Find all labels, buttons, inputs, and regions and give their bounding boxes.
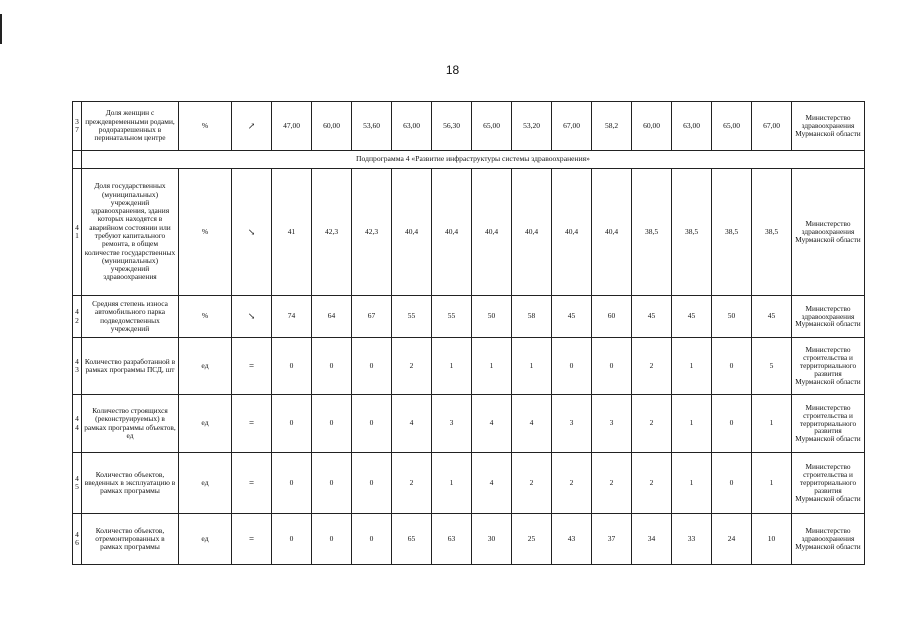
value-cell: 2	[632, 453, 672, 514]
value-cell: 25	[512, 514, 552, 565]
value-cell: 65,00	[712, 102, 752, 151]
value-cell: 40,4	[512, 169, 552, 296]
value-cell: 40,4	[592, 169, 632, 296]
subprogram-title: Подпрограмма 4 «Развитие инфраструктуры системы здравоохранения»	[82, 151, 865, 169]
trend-arrow-icon: ↗	[232, 102, 272, 151]
indicator-name: Количество объектов, отремонтированных в рамках программы	[82, 514, 179, 565]
value-cell: 65	[392, 514, 432, 565]
value-cell: 67,00	[752, 102, 792, 151]
value-cell: 0	[272, 453, 312, 514]
value-cell: 0	[552, 338, 592, 395]
value-cell: 60,00	[632, 102, 672, 151]
value-cell: 1	[752, 453, 792, 514]
page-number: 18	[445, 63, 460, 77]
value-cell: 2	[392, 338, 432, 395]
trend-equal-icon: =	[232, 453, 272, 514]
table-row	[73, 395, 865, 453]
value-cell: 2	[552, 453, 592, 514]
value-cell: 38,5	[712, 169, 752, 296]
value-cell: 4	[512, 395, 552, 453]
value-cell: 63	[432, 514, 472, 565]
value-cell: 3	[592, 395, 632, 453]
value-cell: 3	[552, 395, 592, 453]
responsible-body: Министерство здравоохранения Мурманской области	[792, 514, 865, 565]
subprogram-row	[73, 151, 865, 169]
value-cell: 0	[272, 395, 312, 453]
value-cell: 1	[672, 395, 712, 453]
value-cell: 2	[512, 453, 552, 514]
indicator-name: Количество объектов, введенных в эксплуатацию в рамках программы	[82, 453, 179, 514]
row-number: 3 7	[73, 102, 82, 151]
value-cell: 2	[632, 395, 672, 453]
row-number: 4 3	[73, 338, 82, 395]
value-cell: 0	[352, 514, 392, 565]
value-cell: 33	[672, 514, 712, 565]
value-cell: 64	[312, 296, 352, 338]
responsible-body: Министерство здравоохранения Мурманской области	[792, 169, 865, 296]
value-cell: 4	[472, 453, 512, 514]
value-cell: 2	[392, 453, 432, 514]
value-cell: 37	[592, 514, 632, 565]
value-cell: 41	[272, 169, 312, 296]
empty-cell	[73, 151, 82, 169]
value-cell: 40,4	[472, 169, 512, 296]
value-cell: 0	[272, 338, 312, 395]
value-cell: 1	[672, 338, 712, 395]
value-cell: 53,20	[512, 102, 552, 151]
value-cell: 40,4	[432, 169, 472, 296]
value-cell: 1	[432, 453, 472, 514]
indicator-name: Количество строящихся (реконструируемых) в рамках программы объектов, ед	[82, 395, 179, 453]
value-cell: 38,5	[752, 169, 792, 296]
table-row	[73, 338, 865, 395]
table-row	[73, 453, 865, 514]
responsible-body: Министерство здравоохранения Мурманской области	[792, 296, 865, 338]
value-cell: 0	[312, 338, 352, 395]
unit-cell: %	[179, 169, 232, 296]
value-cell: 47,00	[272, 102, 312, 151]
value-cell: 40,4	[392, 169, 432, 296]
value-cell: 55	[432, 296, 472, 338]
value-cell: 2	[632, 338, 672, 395]
value-cell: 58	[512, 296, 552, 338]
value-cell: 1	[672, 453, 712, 514]
unit-cell: %	[179, 296, 232, 338]
value-cell: 34	[632, 514, 672, 565]
indicator-name: Доля государственных (муниципальных) учреждений здравоохранения, здания которых находятся в аварийном состоянии или требуют капитального ремонта, в общем количестве государственных (муниципальных) учреждений здравоохранения	[82, 169, 179, 296]
row-number: 4 6	[73, 514, 82, 565]
value-cell: 74	[272, 296, 312, 338]
value-cell: 43	[552, 514, 592, 565]
scan-edge-mark	[0, 14, 2, 44]
value-cell: 0	[352, 395, 392, 453]
trend-equal-icon: =	[232, 514, 272, 565]
value-cell: 0	[712, 395, 752, 453]
row-number: 4 2	[73, 296, 82, 338]
value-cell: 24	[712, 514, 752, 565]
row-number: 4 1	[73, 169, 82, 296]
table-row	[73, 102, 865, 151]
responsible-body: Министерство строительства и территориального развития Мурманской области	[792, 338, 865, 395]
value-cell: 58,2	[592, 102, 632, 151]
trend-equal-icon: =	[232, 395, 272, 453]
value-cell: 45	[552, 296, 592, 338]
table-row	[73, 296, 865, 338]
responsible-body: Министерство строительства и территориального развития Мурманской области	[792, 395, 865, 453]
unit-cell: ед	[179, 514, 232, 565]
value-cell: 60	[592, 296, 632, 338]
value-cell: 63,00	[392, 102, 432, 151]
value-cell: 0	[592, 338, 632, 395]
value-cell: 67,00	[552, 102, 592, 151]
unit-cell: ед	[179, 395, 232, 453]
value-cell: 30	[472, 514, 512, 565]
value-cell: 38,5	[632, 169, 672, 296]
value-cell: 0	[712, 453, 752, 514]
responsible-body: Министерство строительства и территориального развития Мурманской области	[792, 453, 865, 514]
trend-arrow-icon: ↘	[232, 169, 272, 296]
value-cell: 3	[432, 395, 472, 453]
value-cell: 1	[472, 338, 512, 395]
table-row	[73, 169, 865, 296]
value-cell: 50	[472, 296, 512, 338]
value-cell: 42,3	[312, 169, 352, 296]
value-cell: 45	[752, 296, 792, 338]
table-row	[73, 514, 865, 565]
row-number: 4 5	[73, 453, 82, 514]
value-cell: 5	[752, 338, 792, 395]
indicator-name: Средняя степень износа автомобильного парка подведомственных учреждений	[82, 296, 179, 338]
value-cell: 60,00	[312, 102, 352, 151]
indicators-table	[72, 101, 865, 565]
value-cell: 42,3	[352, 169, 392, 296]
value-cell: 55	[392, 296, 432, 338]
value-cell: 1	[432, 338, 472, 395]
value-cell: 0	[312, 395, 352, 453]
indicator-name: Доля женщин с преждевременными родами, родоразрешенных в перинатальном центре	[82, 102, 179, 151]
trend-equal-icon: =	[232, 338, 272, 395]
value-cell: 1	[512, 338, 552, 395]
trend-arrow-icon: ↘	[232, 296, 272, 338]
value-cell: 45	[672, 296, 712, 338]
value-cell: 38,5	[672, 169, 712, 296]
unit-cell: ед	[179, 338, 232, 395]
value-cell: 4	[472, 395, 512, 453]
row-number: 4 4	[73, 395, 82, 453]
value-cell: 65,00	[472, 102, 512, 151]
value-cell: 0	[312, 453, 352, 514]
value-cell: 45	[632, 296, 672, 338]
unit-cell: ед	[179, 453, 232, 514]
value-cell: 53,60	[352, 102, 392, 151]
value-cell: 67	[352, 296, 392, 338]
value-cell: 63,00	[672, 102, 712, 151]
value-cell: 1	[752, 395, 792, 453]
value-cell: 40,4	[552, 169, 592, 296]
value-cell: 0	[352, 338, 392, 395]
value-cell: 0	[712, 338, 752, 395]
value-cell: 0	[352, 453, 392, 514]
unit-cell: %	[179, 102, 232, 151]
value-cell: 0	[312, 514, 352, 565]
value-cell: 0	[272, 514, 312, 565]
responsible-body: Министерство здравоохранения Мурманской области	[792, 102, 865, 151]
indicator-name: Количество разработанной в рамках программы ПСД, шт	[82, 338, 179, 395]
value-cell: 56,30	[432, 102, 472, 151]
value-cell: 4	[392, 395, 432, 453]
value-cell: 2	[592, 453, 632, 514]
value-cell: 10	[752, 514, 792, 565]
value-cell: 50	[712, 296, 752, 338]
